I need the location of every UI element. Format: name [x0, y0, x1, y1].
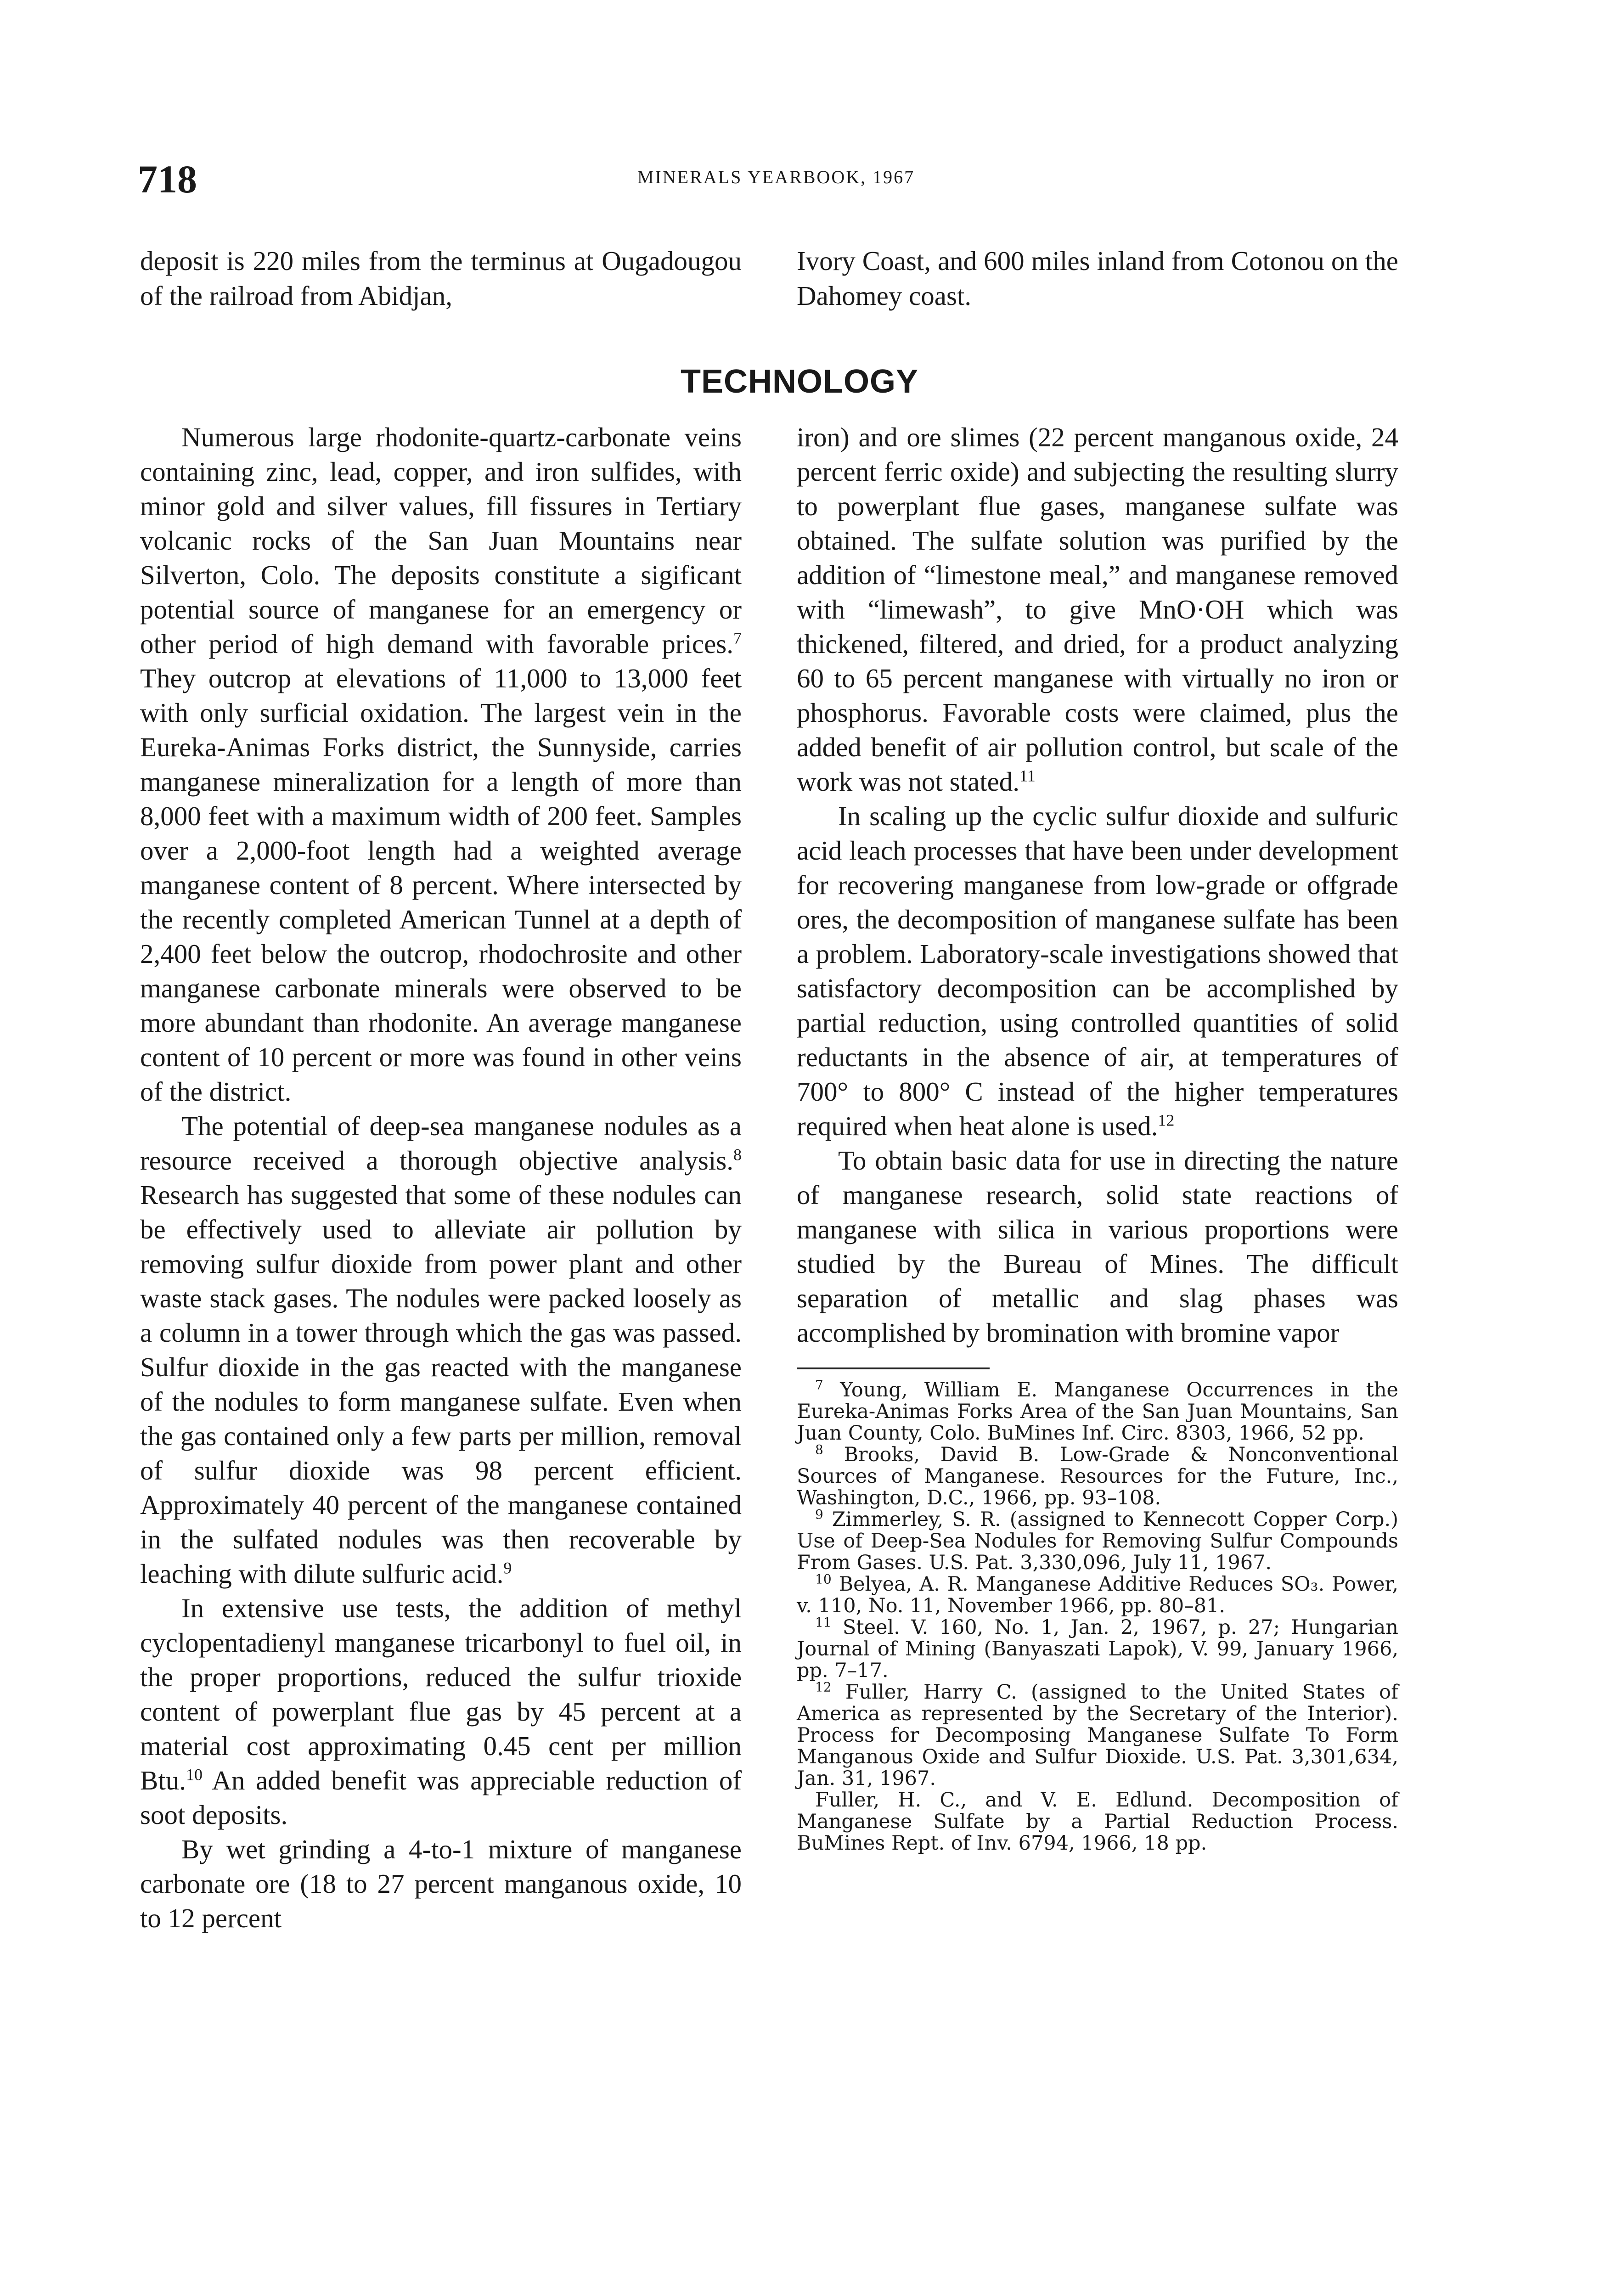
paragraph: In scaling up the cyclic sulfur dioxide and sulfuric acid leach processes that have been under development for recovering manganese from low-grade or offgrade ores, the decomposition of manganese sulfate has been a problem. Laboratory-scale investigations showed that satisfactory decomposition can be accomplished by partial reduction, using controlled quantities of solid reductants in the absence of air, at temperatures of 700° to 800° C instead of the higher temperatures required when heat alone is used.$^{12}$: [797, 801, 1398, 1141]
paragraph: By wet grinding a 4-to-1 mixture of manganese carbonate ore (18 to 27 percent manganous oxide, 10 to 12 percent: [140, 1834, 742, 1933]
paragraph: In extensive use tests, the addition of methyl cyclopentadienyl manganese tricarbonyl to fuel oil, in the proper proportions, reduced the sulfur trioxide content of powerplant flue gas by 45 percent at a material cost approximating 0.45 cent per million Btu.$^{10}$ An added benefit was appreciable reduction of soot deposits.: [140, 1593, 742, 1830]
footnote: $^9$ Zimmerley, S. R. (assigned to Kennecott Copper Corp.) Use of Deep-Sea Nodules for Removing Sulfur Compounds From Gases. U.S. Pat. 3,330,096, July 11, 1967.: [797, 1507, 1399, 1574]
intro-left: [140, 243, 742, 313]
footnote-ref: 10: [186, 1765, 203, 1784]
intro-right: [797, 243, 1398, 313]
footnote-ref: 9: [503, 1559, 512, 1577]
section-heading: TECHNOLOGY: [680, 363, 918, 400]
paragraph: To obtain basic data for use in directing the nature of manganese research, solid state reactions of manganese with silica in various proportions were studied by the Bureau of Mines. The difficult separation of metallic and slag phases was accomplished by bromination with bromine vapor: [797, 1145, 1398, 1348]
footnote: $^8$ Brooks, David B. Low-Grade & Nonconventional Sources of Manganese. Resources for the Future, Inc., Washington, D.C., 1966, pp. 93–108.: [797, 1442, 1398, 1509]
footnote: $^{11}$ Steel. V. 160, No. 1, Jan. 2, 1967, p. 27; Hungarian Journal of Mining (Banyaszati Lapok), V. 99, January 1966, pp. 7–17.: [797, 1615, 1398, 1682]
footnote: Fuller, H. C., and V. E. Edlund. Decomposition of Manganese Sulfate by a Partial Reduction Process. BuMines Rept. of Inv. 6794, 1966, 18 pp.: [797, 1789, 1398, 1855]
footnote-ref: 11: [1019, 766, 1036, 785]
left-column: [140, 420, 742, 1936]
footnote: $^{10}$ Belyea, A. R. Manganese Additive Reduces SO₃. Power, v. 110, No. 11, November 1966, pp. 80–81.: [797, 1571, 1398, 1617]
running-title: MINERALS YEARBOOK, 1967: [637, 167, 915, 187]
paragraph: iron) and ore slimes (22 percent manganous oxide, 24 percent ferric oxide) and subjecting the resulting slurry to powerplant flue gases, manganese sulfate was obtained. The sulfate solution was purified by the addition of “limestone meal,” and manganese removed with “limewash”, to give MnO·OH which was thickened, filtered, and dried, for a product analyzing 60 to 65 percent manganese with virtually no iron or phosphorus. Favorable costs were claimed, plus the added benefit of air pollution control, but scale of the work was not stated.$^{11}$: [797, 422, 1398, 797]
page-header: [138, 156, 1414, 207]
footnote-ref: 12: [1158, 1111, 1175, 1130]
footnotes: [797, 1379, 1398, 1854]
footnote: $^{12}$ Fuller, Harry C. (assigned to the United States of America as represented by the Secretary of the Interior). Process for Decomposing Manganese Sulfate To Form Manganous Oxide and Sulfur Dioxide. U.S. Pat. 3,301,634, Jan. 31, 1967.: [797, 1679, 1398, 1790]
right-column: [797, 420, 1398, 1854]
footnote-divider: [797, 1367, 990, 1369]
footnote-ref: 7: [733, 629, 742, 647]
footnote-ref: 8: [733, 1145, 742, 1164]
intro-left-text: deposit is 220 miles from the terminus at Ougadougou of the railroad from Abidjan,: [140, 246, 742, 311]
page-number: 718: [138, 157, 197, 201]
paragraph: Numerous large rhodonite-quartz-carbonate veins containing zinc, lead, copper, and iron sulfides, with minor gold and silver values, fill fissures in Tertiary volcanic rocks of the San Juan Mountains near Silverton, Colo. The deposits constitute a sigificant potential source of manganese for an emergency or other period of high demand with favorable prices.$^7$ They outcrop at elevations of 11,000 to 13,000 feet with only surficial oxidation. The largest vein in the Eureka-Animas Forks district, the Sunnyside, carries manganese mineralization for a length of more than 8,000 feet with a maximum width of 200 feet. Samples over a 2,000-foot length had a weighted average manganese content of 8 percent. Where intersected by the recently completed American Tunnel at a depth of 2,400 feet below the outcrop, rhodochrosite and other manganese carbonate minerals were observed to be more abundant than rhodonite. An average manganese content of 10 percent or more was found in other veins of the district.: [140, 422, 742, 1107]
paragraph: The potential of deep-sea manganese nodules as a resource received a thorough objective analysis.$^8$ Research has suggested that some of these nodules can be effectively used to alleviate air pollution by removing sulfur dioxide from power plant and other waste stack gases. The nodules were packed loosely as a column in a tower through which the gas was passed. Sulfur dioxide in the gas reacted with the manganese of the nodules to form manganese sulfate. Even when the gas contained only a few parts per million, removal of sulfur dioxide was 98 percent efficient. Approximately 40 percent of the manganese contained in the sulfated nodules was then recoverable by leaching with dilute sulfuric acid.$^9$: [140, 1111, 742, 1589]
footnote: $^7$ Young, William E. Manganese Occurrences in the Eureka-Animas Forks Area of the San Juan Mountains, San Juan County, Colo. BuMines Inf. Circ. 8303, 1966, 52 pp.: [797, 1377, 1398, 1445]
intro-right-text: Ivory Coast, and 600 miles inland from Cotonou on the Dahomey coast.: [797, 246, 1398, 311]
